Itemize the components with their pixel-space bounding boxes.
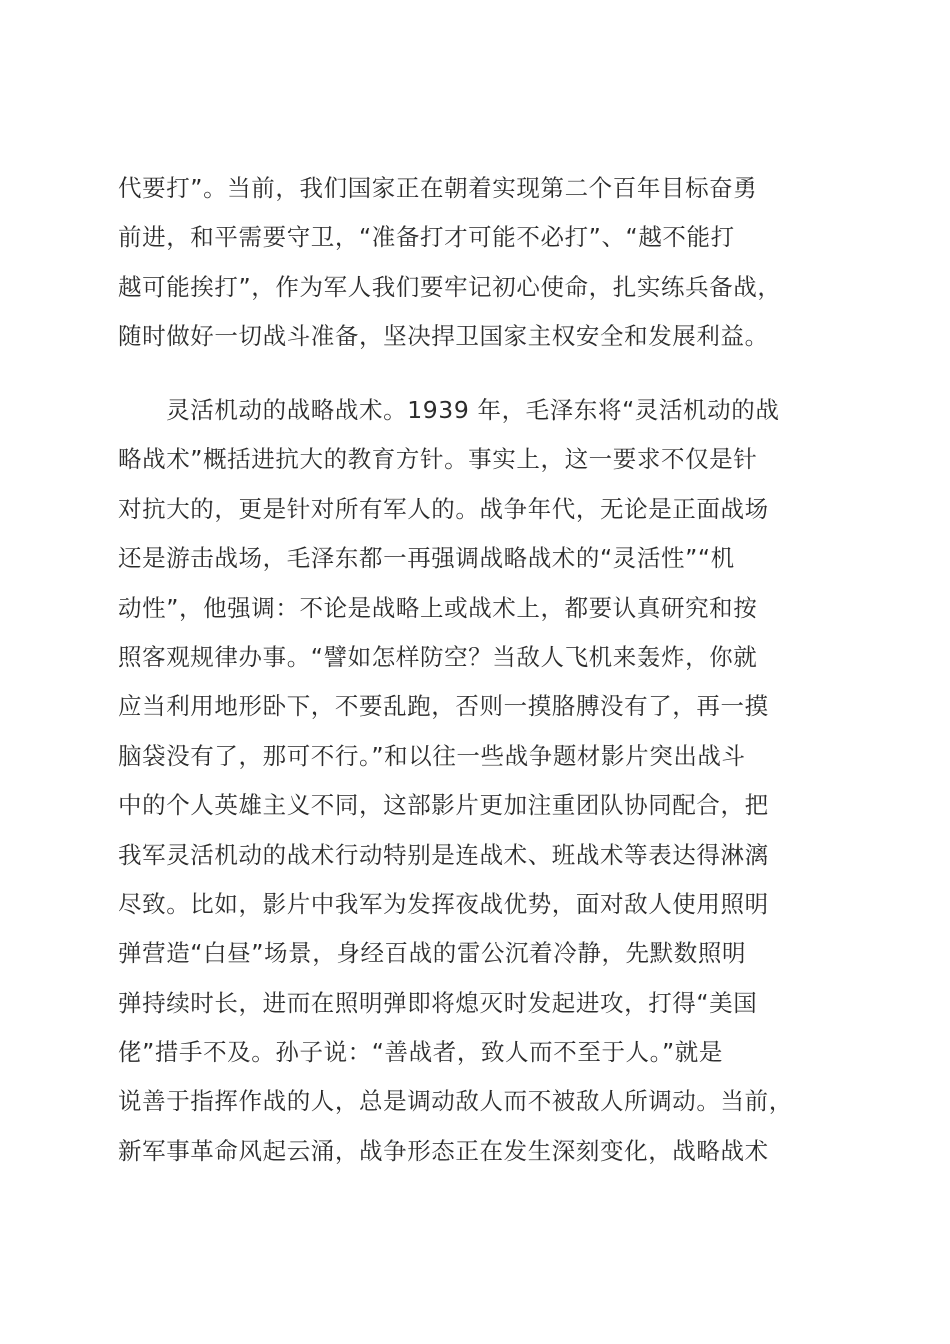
text-line: 说善于指挥作战的人，总是调动敌人而不被敌人所调动。当前，	[118, 1087, 793, 1116]
text-line: 我军灵活机动的战术行动特别是连战术、班战术等表达得淋漓	[118, 840, 769, 869]
text-line: 越可能挨打”，作为军人我们要牢记初心使命，扎实练兵备战，	[118, 272, 782, 301]
text-line: 动性”，他强调：不论是战略上或战术上，都要认真研究和按	[118, 593, 758, 622]
text-line: 灵活机动的战略战术。1939 年，毛泽东将“灵活机动的战	[118, 396, 780, 424]
text-line: 中的个人英雄主义不同，这部影片更加注重团队协同配合，把	[118, 791, 769, 820]
text-line: 略战术”概括进抗大的教育方针。事实上，这一要求不仅是针	[118, 445, 758, 474]
text-line: 脑袋没有了，那可不行。”和以往一些战争题材影片突出战斗	[118, 741, 746, 770]
text-line: 照客观规律办事。“譬如怎样防空？当敌人飞机来轰炸，你就	[118, 642, 758, 671]
text-line: 佬”措手不及。孙子说：“善战者，致人而不至于人。”就是	[118, 1038, 723, 1067]
text-line: 新军事革命风起云涌，战争形态正在发生深刻变化，战略战术	[118, 1136, 769, 1165]
text-line: 还是游击战场，毛泽东都一再强调战略战术的“灵活性”“机	[118, 544, 735, 573]
paragraph-1	[118, 164, 838, 362]
text-line: 对抗大的，更是针对所有军人的。战争年代，无论是正面战场	[118, 494, 769, 523]
paragraph-2	[118, 386, 838, 1176]
text-line: 弹营造“白昼”场景，身经百战的雷公沉着冷静，先默数照明	[118, 939, 747, 968]
text-line: 尽致。比如，影片中我军为发挥夜战优势，面对敌人使用照明	[118, 889, 769, 918]
text-line: 应当利用地形卧下，不要乱跑，否则一摸胳膊没有了，再一摸	[118, 692, 769, 721]
text-line: 代要打”。当前，我们国家正在朝着实现第二个百年目标奋勇	[118, 174, 758, 202]
text-line: 前进，和平需要守卫，“准备打才可能不必打”、“越不能打	[118, 223, 735, 252]
text-line: 弹持续时长，进而在照明弹即将熄灭时发起进攻，打得“美国	[118, 988, 758, 1017]
text-line: 随时做好一切战斗准备，坚决捍卫国家主权安全和发展利益。	[118, 322, 769, 351]
